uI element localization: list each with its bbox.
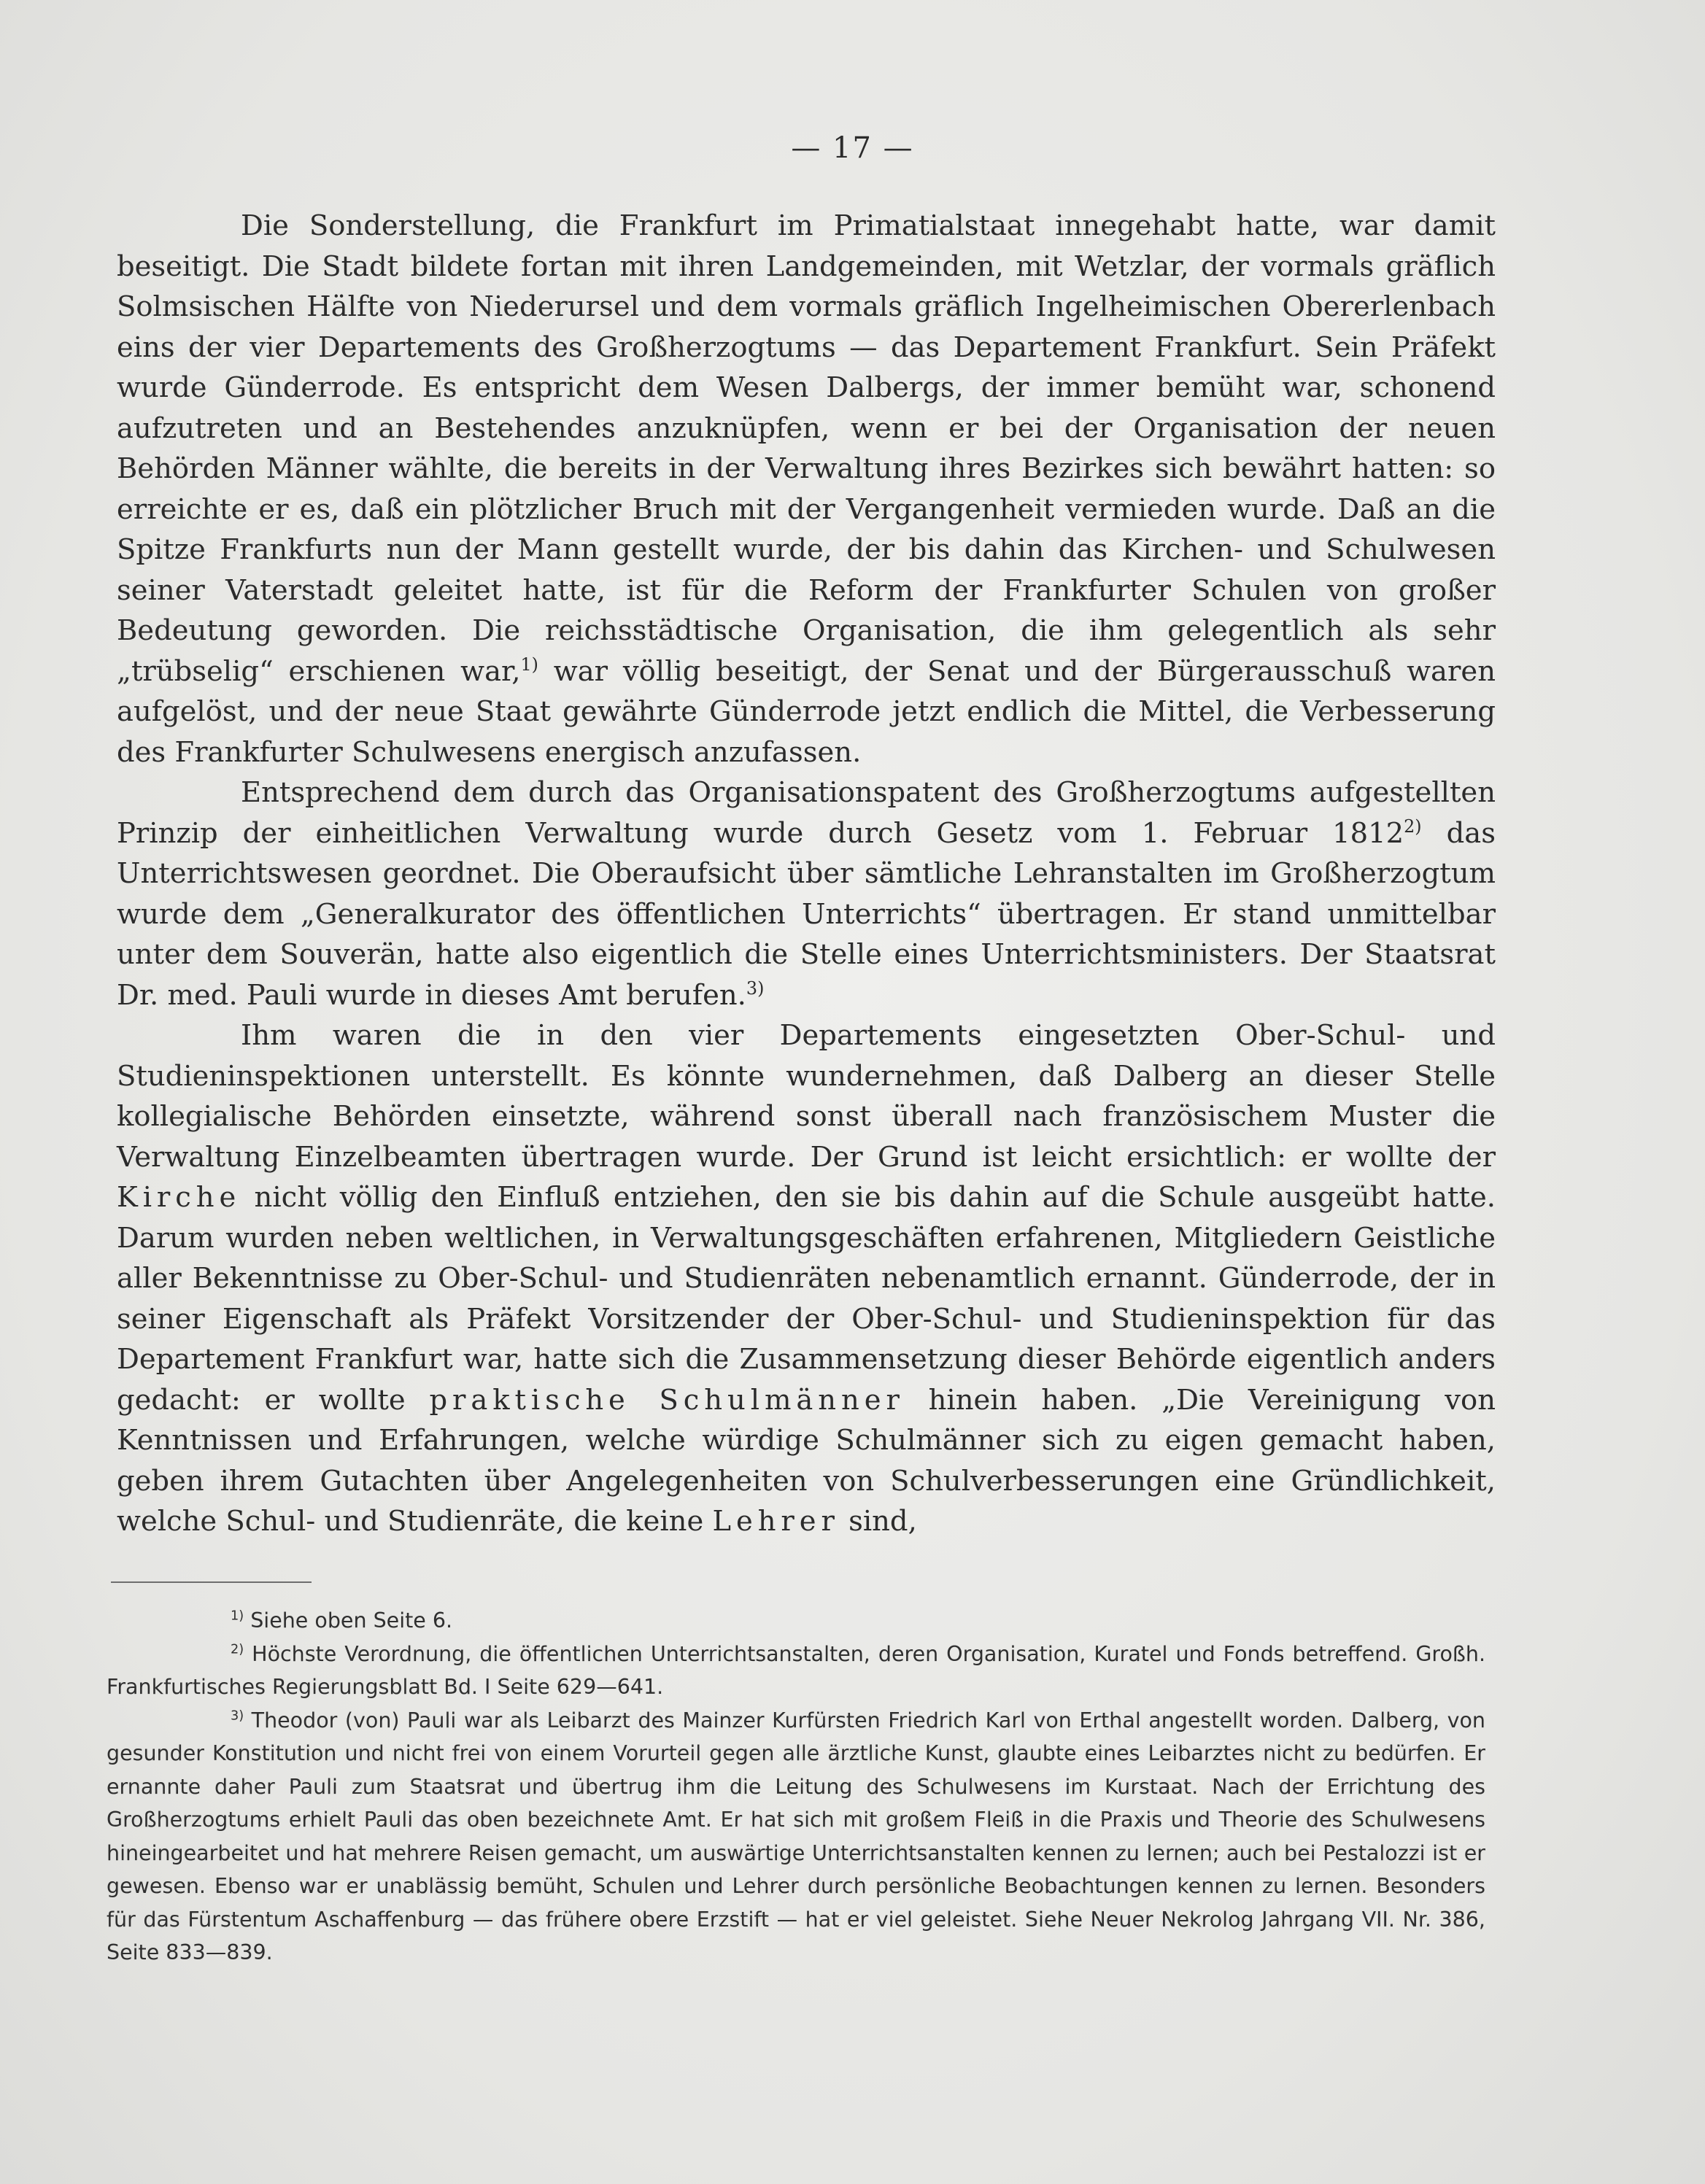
footnote-1: [107, 1604, 1485, 1638]
footnote-3: [107, 1704, 1485, 1970]
footnote-ref-1: 1): [520, 654, 538, 675]
footnote-mark: 2): [231, 1642, 244, 1657]
footnote-text: Theodor (von) Pauli war als Leibarzt des Mainzer Kurfürsten Friedrich Karl von Erthal angestellt worden. Dalberg, von gesunder Konstitution und nicht frei von einem Vorurteil gegen alle ärztliche Kunst, glaubte eines Leibarztes nicht zu bedürfen. Er ernannte daher Pauli zum Staatsrat und übertrug ihm die Leitung des Schulwesens im Kurstaat. Nach der Errichtung des Großherzogtums erhielt Pauli das oben bezeichnete Amt. Er hat sich mit großem Fleiß in die Praxis und Theorie des Schulwesens hineingearbeitet und hat mehrere Reisen gemacht, um auswärtige Unterrichtsanstalten kennen zu lernen; auch bei Pestalozzi ist er gewesen. Ebenso war er unablässig bemüht, Schulen und Lehrer durch persönliche Beobachtungen kennen zu lernen. Besonders für das Fürstentum Aschaffenburg — das frühere obere Erzstift — hat er viel geleistet. Siehe Neuer Nekrolog Jahrgang VII. Nr. 386, Seite 833—839.: [107, 1708, 1485, 1964]
emphasis-spaced: Kirche: [117, 1181, 241, 1214]
text-run: nicht völlig den Einfluß entziehen, den sie bis dahin auf die Schule ausgeübt hatte. Darum wurden neben weltlichen, in Verwaltungsgeschäften erfahrenen, Mitgliedern Geistliche aller Bekenntnisse zu Ober-Schul- und Studienräten nebenamtlich ernannt. Günderrode, der in seiner Eigenschaft als Präfekt Vorsitzender der Ober-Schul- und Studieninspektion für das Departement Frankfurt war, hatte sich die Zusammensetzung dieser Behörde eigentlich anders gedacht: er wollte: [117, 1181, 1496, 1417]
emphasis-spaced: praktische Schulmänner: [429, 1383, 905, 1417]
emphasis-spaced: Lehrer: [712, 1505, 840, 1538]
paragraph-2: [117, 772, 1496, 1015]
page-number: — 17 —: [791, 131, 914, 165]
footnotes: [107, 1604, 1485, 1970]
footnote-ref-2: 2): [1404, 816, 1422, 837]
footnote-mark: 3): [231, 1708, 244, 1723]
paragraph-1: [117, 206, 1496, 772]
footnote-divider: [111, 1581, 312, 1583]
footnote-text: Siehe oben Seite 6.: [250, 1608, 453, 1633]
footnote-ref-3: 3): [746, 977, 765, 999]
text-run: das Unterrichtswesen geordnet. Die Oberaufsicht über sämtliche Lehranstalten im Großherzogtum wurde dem „Generalkurator des öffentlichen Unterrichts“ übertragen. Er stand unmittelbar unter dem Souverän, hatte also eigentlich die Stelle eines Unterrichtsministers. Der Staatsrat Dr. med. Pauli wurde in dieses Amt berufen.: [117, 816, 1496, 1012]
footnote-text: Höchste Verordnung, die öffentlichen Unterrichtsanstalten, deren Organisation, Kuratel und Fonds betreffend. Großh. Frankfurtisches Regierungsblatt Bd. I Seite 629—641.: [107, 1641, 1486, 1699]
text-run: sind,: [839, 1505, 917, 1538]
footnote-2: [107, 1638, 1485, 1704]
text-run: war völlig beseitigt, der Senat und der Bürgerausschuß waren aufgelöst, und der neue Staat gewährte Günderrode jetzt endlich die Mittel, die Verbesserung des Frankfurter Schulwesens energisch anzufassen.: [117, 654, 1496, 769]
text-run: Entsprechend dem durch das Organisationspatent des Großherzogtums aufgestellten Prinzip der einheitlichen Verwaltung wurde durch Gesetz vom 1. Februar 1812: [117, 776, 1496, 850]
text-run: hinein haben. „Die Vereinigung von Kenntnissen und Erfahrungen, welche würdige Schulmänner sich zu eigen gemacht haben, geben ihrem Gutachten über Angelegenheiten von Schulverbesserungen eine Gründlichkeit, welche Schul- und Studienräte, die keine: [117, 1383, 1496, 1538]
paragraph-3: [117, 1015, 1496, 1542]
text-run: Ihm waren die in den vier Departements eingesetzten Ober-Schul- und Studieninspektionen unterstellt. Es könnte wundernehmen, daß Dalberg an dieser Stelle kollegialische Behörden einsetzte, während sonst überall nach französischem Muster die Verwaltung Einzelbeamten übertragen wurde. Der Grund ist leicht ersichtlich: er wollte der: [117, 1019, 1496, 1174]
footnote-mark: 1): [231, 1608, 244, 1624]
text-run: Die Sonderstellung, die Frankfurt im Primatialstaat innegehabt hatte, war damit beseitigt. Die Stadt bildete fortan mit ihren Landgemeinden, mit Wetzlar, der vormals gräflich Solmsischen Hälfte von Niederursel und dem vormals gräflich Ingelheimischen Obererlenbach eins der vier Departements des Großherzogtums — das Departement Frankfurt. Sein Präfekt wurde Günderrode. Es entspricht dem Wesen Dalbergs, der immer bemüht war, schonend aufzutreten und an Bestehendes anzuknüpfen, wenn er bei der Organisation der neuen Behörden Männer wählte, die bereits in der Verwaltung ihres Bezirkes sich bewährt hatten: so erreichte er es, daß ein plötzlicher Bruch mit der Vergangenheit vermieden wurde. Daß an die Spitze Frankfurts nun der Mann gestellt wurde, der bis dahin das Kirchen- und Schulwesen seiner Vaterstadt geleitet hatte, ist für die Reform der Frankfurter Schulen von großer Bedeutung geworden. Die reichsstädtische Organisation, die ihm gelegentlich als sehr „trübselig“ erschienen war,: [117, 209, 1496, 688]
main-text: [117, 206, 1496, 1542]
